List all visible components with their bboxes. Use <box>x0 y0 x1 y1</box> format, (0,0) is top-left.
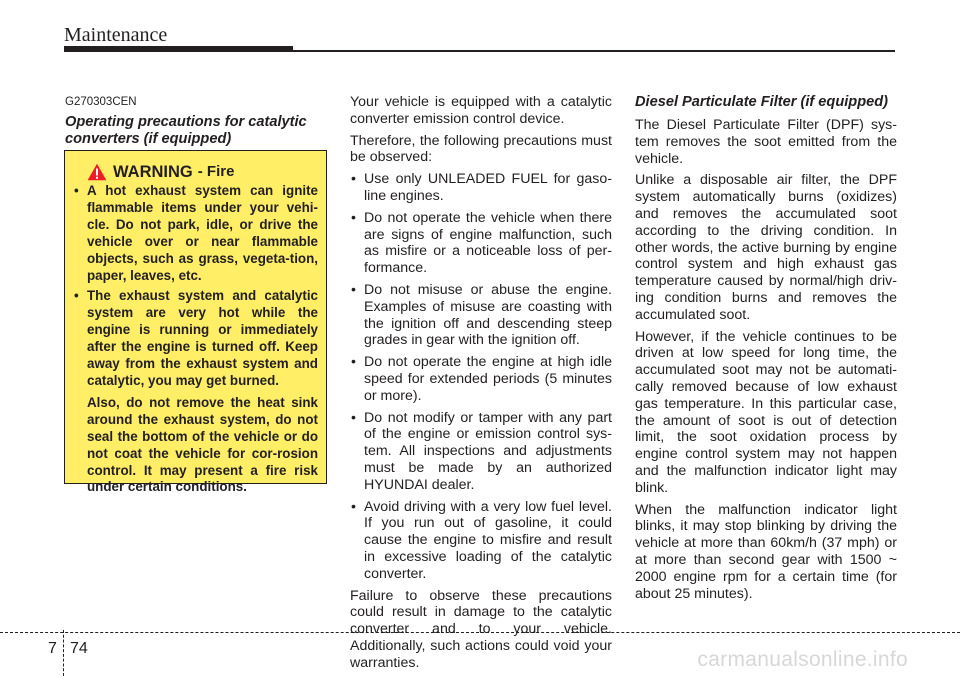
column-right <box>635 94 897 607</box>
warning-item: • The exhaust system and catalytic system are very hot while the engine is running or immediately after the engine is turned off. Keep away from the exhaust system and catalytic, you may get burned. <box>73 288 318 389</box>
footer-divider <box>63 630 64 676</box>
warning-item: • A hot exhaust system can ignite flammable items under your vehi-cle. Do not park, idle, or drive the vehicle over or near flammable objects, such as grass, vegeta-tion, paper, leaves, etc. <box>73 183 318 284</box>
paragraph: Therefore, the following precautions must be observed: <box>350 132 612 166</box>
warning-list <box>73 183 318 390</box>
column-left <box>65 94 327 148</box>
header-title: Maintenance <box>64 24 168 46</box>
warning-label: WARNING <box>113 162 193 181</box>
footer-rule <box>0 632 960 633</box>
section-heading: Diesel Particulate Filter (if equipped) <box>635 94 889 110</box>
list-item: • Do not operate the vehicle when there are signs of engine malfunction, such as misfire or a noticeable loss of per-formance. <box>350 210 612 277</box>
paragraph: Your vehicle is equipped with a catalytic converter emission control device. <box>350 94 612 127</box>
paragraph: However, if the vehicle continues to be driven at low speed for long time, the accumulated soot may not be automati-cally removed because of low exhaust gas temperature. In this particular case, the amount of soot is out of detection limit, the soot oxidation process by engine control system may not happen and the malfunction indicator light may blink. <box>635 328 897 496</box>
list-item: • Avoid driving with a very low fuel level. If you run out of gasoline, it could cause the engine to misfire and result in excessive loading of the catalytic converter. <box>350 499 612 583</box>
section-code: G270303CEN <box>65 96 137 108</box>
chapter-number: 7 <box>48 640 57 657</box>
paragraph: Unlike a disposable air filter, the DPF system automatically burns (oxidizes) and removes the accumulated soot according to the driving condition. In other words, the active burning by engine control system and high exhaust gas temperature caused by normal/high driv-ing condition burns and removes the accumulated soot. <box>635 172 897 323</box>
warning-triangle-icon <box>87 163 107 181</box>
warning-extra: Also, do not remove the heat sink around the exhaust system, do not seal the bottom of the vehicle or do not coat the vehicle for cor-rosion control. It may present a fire risk under certain conditions. <box>87 394 318 495</box>
page-number: 74 <box>70 640 88 657</box>
watermark: carmanualsonline.info <box>697 648 908 671</box>
section-heading: Operating precautions for catalytic converters (if equipped) <box>65 113 307 147</box>
column-middle <box>350 94 612 677</box>
paragraph: The Diesel Particulate Filter (DPF) sys-tem removes the soot emitted from the vehicle. <box>635 117 897 167</box>
paragraph: When the malfunction indicator light blinks, it may stop blinking by driving the vehicle at more than 60km/h (37 mph) or at more than second gear with 1500 ~ 2000 engine rpm for a certain time (for about 25 minutes). <box>635 501 897 602</box>
list-item: • Do not operate the engine at high idle speed for extended periods (5 minutes or more). <box>350 354 612 404</box>
header-bar <box>64 46 293 52</box>
header-rule <box>293 50 895 52</box>
list-item: • Use only UNLEADED FUEL for gaso-line engines. <box>350 171 612 205</box>
list-item: • Do not misuse or abuse the engine. Examples of misuse are coasting with the ignition off and descending steep grades in gear with the ignition off. <box>350 282 612 349</box>
warning-subtitle: - Fire <box>197 162 235 180</box>
paragraph: Failure to observe these precautions could result in damage to the catalytic converter and to your vehicle. Additionally, such actions could void your warranties. <box>350 587 612 671</box>
precaution-list <box>350 171 612 582</box>
warning-title <box>73 163 318 181</box>
warning-box <box>64 150 327 495</box>
list-item: • Do not modify or tamper with any part of the engine or emission control sys-tem. All inspections and adjustments must be made by an authorized HYUNDAI dealer. <box>350 410 612 494</box>
